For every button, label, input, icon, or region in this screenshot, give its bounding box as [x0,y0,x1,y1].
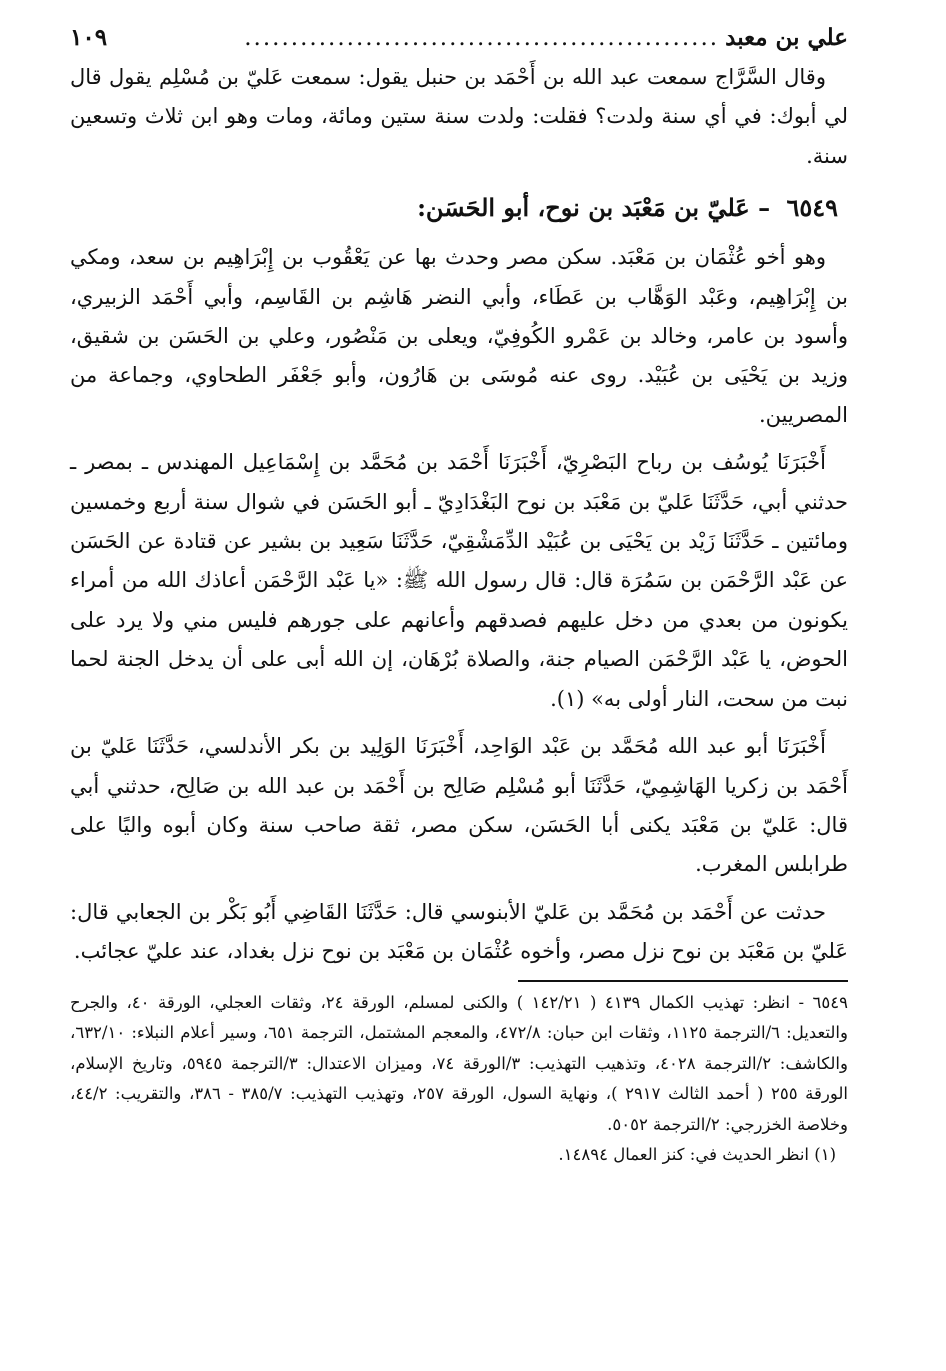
entry-name: عَليّ بن مَعْبَد بن نوح، أبو الحَسَن: [417,193,750,223]
book-page [70,18,848,1171]
footnote-1: (١) انظر الحديث في: كنز العمال ١٤٨٩٤. [558,1145,836,1165]
running-head [70,18,848,58]
page-number: ١٠٩ [70,24,108,51]
footnote-divider [518,980,848,982]
entry-separator: – [758,193,771,223]
footnote-sources: ٦٥٤٩ - انظر: تهذيب الكمال ٤١٣٩ ( ١٤٢/٢١ ) والكنى لمسلم، الورقة ٢٤، وثقات العجلي، الورقة ٤٠، والجرح والتعديل: ٦/الترجمة ١١٢٥، وثقات ابن حبان: ٤٧٢/٨، والمعجم المشتمل، الترجمة ٦٥١، وسير أعلام النبلاء: ٦٣٢/١٠، والكاشف: ٢/الترجمة ٤٠٢٨، وتذهيب التهذيب: ٣/الورقة ٧٤، وميزان الاعتدال: ٣/الترجمة ٥٩٤٥، وتاريخ الإسلام، الورقة ٢٥٥ ( أحمد الثالث ٢٩١٧ )، ونهاية السول، الورقة ٢٥٧، وتهذيب التهذيب: ٣٨٥/٧ - ٣٨٦، والتقريب: ٤٤/٢، وخلاصة الخزرجي: ٢/الترجمة ٥٠٥٢. [70,992,848,1134]
entry-heading [70,186,848,230]
narration-paragraph: أَخْبَرَنَا أبو عبد الله مُحَمَّد بن عَبْد الوَاحِد، أَخْبَرَنَا الوَلِيد بن بكر الأندلسي، حَدَّثَنَا عَليّ بن أَحْمَد بن زكريا الهَاشِمِيّ، حَدَّثَنَا أبو مُسْلِم صَالِح بن أَحْمَد بن عبد الله بن صَالِح، حدثني أبي قال: عَليّ بن مَعْبَد يكنى أبا الحَسَن، سكن مصر، ثقة صاحب سنة وكان أبوه واليًا على طرابلس المغرب. [70,734,848,877]
hadith-paragraph: أَخْبَرَنَا يُوسُف بن رباح البَصْرِيّ، أَخْبَرَنَا أَحْمَد بن مُحَمَّد بن إِسْمَاعِيل المهندس ـ بمصر ـ حدثني أبي، حَدَّثَنَا عَليّ بن مَعْبَد بن نوح البَغْدَادِيّ ـ أبو الحَسَن في شوال سنة أربع وخمسين ومائتين ـ حَدَّثَنَا زَيْد بن يَحْيَى بن عُبَيْد الدِّمَشْقِيّ، حَدَّثَنَا سَعِيد بن بشير عن قتادة عن الحَسَن عن عَبْد الرَّحْمَن بن سَمُرَة قال: قال رسول الله ﷺ: «يا عَبْد الرَّحْمَن أعاذك الله من أمراء يكونون من بعدي من دخل عليهم فصدقهم وأعانهم على جورهم فليس مني ولا يرد على الحوض، يا عَبْد الرَّحْمَن الصيام جنة، والصلاة بُرْهَان، إن الله أبى على أن يدخل الجنة لحما نبت من سحت، النار أولى به» (١). [70,450,848,711]
running-head-dots: ................................................... [244,25,720,51]
biography-paragraph: وهو أخو عُثْمَان بن مَعْبَد. سكن مصر وحدث بها عن يَعْقُوب بن إِبْرَاهِيم بن سعد، ومكي بن إِبْرَاهِيم، وعَبْد الوَهَّاب بن عَطَاء، وأبي النضر هَاشِم بن القَاسِم، وأبي أَحْمَد الزبيري، وأسود بن عامر، وخالد بن عَمْرو الكُوفِيّ، ويعلى بن مَنْصُور، وعلي بن الحَسَن بن شقيق، وزيد بن يَحْيَى بن عُبَيْد. روى عنه مُوسَى بن هَارُون، وأبو جَعْفَر الطحاوي، وجماعة من المصريين. [70,245,848,427]
intro-paragraph: وقال السَّرَّاج سمعت عبد الله بن أَحْمَد بن حنبل يقول: سمعت عَليّ بن مُسْلِم يقول قال لي أبوك: في أي سنة ولدت؟ فقلت: ولدت سنة ستين ومائة، ومات وهو ابن ثلاث وتسعين سنة. [70,65,848,168]
entry-number: ٦٥٤٩ [786,193,838,223]
running-head-title: علي بن معبد [725,24,848,51]
closing-paragraph: حدثت عن أَحْمَد بن مُحَمَّد بن عَليّ الأبنوسي قال: حَدَّثَنَا القَاضِي أَبُو بَكْر بن الجعابي قال: عَليّ بن مَعْبَد بن نوح نزل مصر، وأخوه عُثْمَان بن مَعْبَد بن نوح نزل بغداد، عند عليّ عجائب. [70,899,848,964]
